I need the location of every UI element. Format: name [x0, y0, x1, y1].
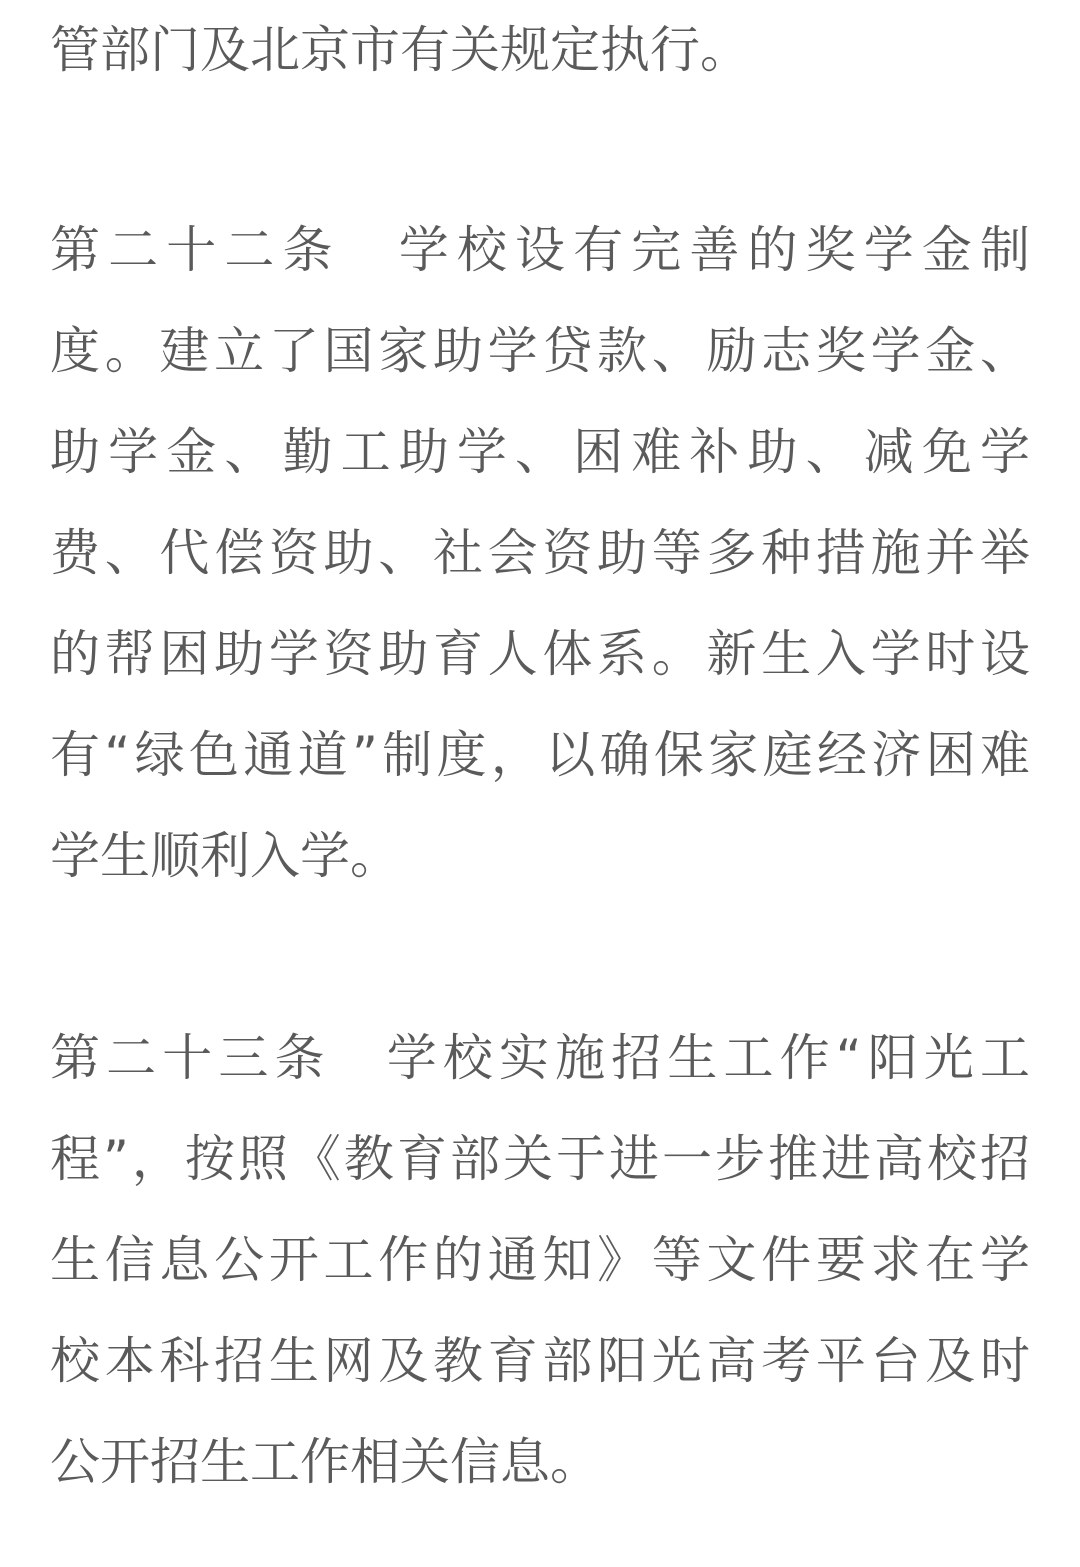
paragraph-line: 的帮困助学资助育人体系。新生入学时设 — [50, 625, 1030, 683]
paragraph-line: 助学金、勤工助学、困难补助、减免学 — [50, 423, 1030, 481]
paragraph-line: 公开招生工作相关信息。 — [50, 1433, 600, 1491]
paragraph-line: 生信息公开工作的通知》等文件要求在学 — [50, 1231, 1030, 1289]
paragraph-line: 度。建立了国家助学贷款、励志奖学金、 — [50, 322, 1030, 380]
paragraph-line: 第二十二条 学校设有完善的奖学金制 — [50, 221, 1030, 279]
paragraph-line: 有“绿色通道”制度，以确保家庭经济困难 — [50, 726, 1030, 784]
paragraph-line: 校本科招生网及教育部阳光高考平台及时 — [50, 1332, 1030, 1390]
paragraph-line: 第二十三条 学校实施招生工作“阳光工 — [50, 1029, 1030, 1087]
paragraph-line: 程”，按照《教育部关于进一步推进高校招 — [50, 1130, 1030, 1188]
paragraph-line: 费、代偿资助、社会资助等多种措施并举 — [50, 524, 1030, 582]
paragraph-line: 学生顺利入学。 — [50, 827, 400, 885]
paragraph-line: 管部门及北京市有关规定执行。 — [50, 21, 750, 79]
